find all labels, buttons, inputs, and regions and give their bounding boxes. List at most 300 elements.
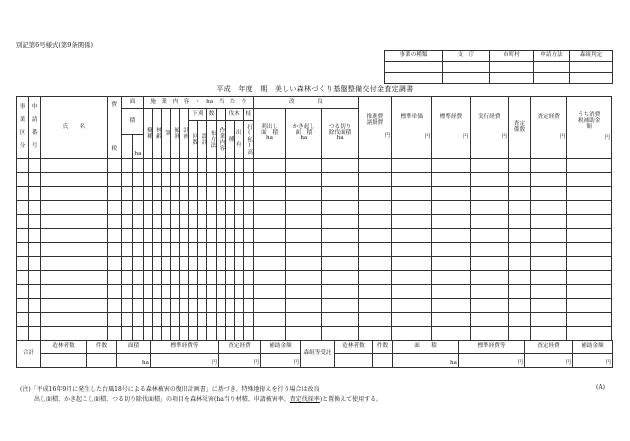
table-cell[interactable] bbox=[29, 187, 41, 201]
table-cell[interactable] bbox=[121, 271, 132, 285]
table-cell[interactable] bbox=[144, 173, 153, 187]
table-cell[interactable] bbox=[107, 173, 121, 187]
table-cell[interactable] bbox=[144, 201, 153, 215]
table-cell[interactable] bbox=[29, 285, 41, 299]
table-cell[interactable] bbox=[234, 173, 243, 187]
table-cell[interactable] bbox=[162, 327, 171, 341]
table-cell[interactable] bbox=[391, 299, 431, 313]
table-cell[interactable] bbox=[567, 285, 612, 299]
table-cell[interactable] bbox=[567, 257, 612, 271]
table-cell[interactable] bbox=[508, 187, 530, 201]
table-cell[interactable] bbox=[162, 215, 171, 229]
table-cell[interactable] bbox=[107, 187, 121, 201]
table-cell[interactable] bbox=[470, 229, 508, 243]
table-cell[interactable] bbox=[567, 243, 612, 257]
table-cell[interactable] bbox=[153, 299, 162, 313]
table-cell[interactable] bbox=[470, 257, 508, 271]
table-cell[interactable] bbox=[470, 243, 508, 257]
table-cell[interactable] bbox=[17, 327, 29, 341]
table-cell[interactable] bbox=[432, 313, 470, 327]
table-cell[interactable] bbox=[41, 313, 108, 327]
table-cell[interactable] bbox=[121, 299, 132, 313]
table-cell[interactable] bbox=[162, 285, 171, 299]
table-cell[interactable] bbox=[216, 201, 225, 215]
table-cell[interactable] bbox=[207, 201, 216, 215]
table-cell[interactable] bbox=[508, 313, 530, 327]
table-cell[interactable] bbox=[121, 215, 132, 229]
table-cell[interactable] bbox=[132, 271, 143, 285]
table-cell[interactable] bbox=[470, 299, 508, 313]
table-cell[interactable] bbox=[508, 299, 530, 313]
table-cell[interactable] bbox=[567, 299, 612, 313]
table-cell[interactable] bbox=[180, 285, 189, 299]
table-cell[interactable] bbox=[322, 271, 358, 285]
totals-right-owners-value[interactable] bbox=[335, 354, 373, 368]
table-cell[interactable] bbox=[234, 159, 243, 173]
table-cell[interactable] bbox=[41, 299, 108, 313]
table-cell[interactable] bbox=[198, 327, 207, 341]
table-cell[interactable] bbox=[391, 271, 431, 285]
table-cell[interactable] bbox=[132, 299, 143, 313]
table-cell[interactable] bbox=[189, 243, 198, 257]
table-cell[interactable] bbox=[243, 313, 253, 327]
table-cell[interactable] bbox=[243, 257, 253, 271]
table-cell[interactable] bbox=[29, 271, 41, 285]
table-cell[interactable] bbox=[253, 313, 285, 327]
table-cell[interactable] bbox=[216, 229, 225, 243]
table-cell[interactable] bbox=[391, 201, 431, 215]
table-cell[interactable] bbox=[216, 215, 225, 229]
table-cell[interactable] bbox=[470, 159, 508, 173]
table-cell[interactable] bbox=[216, 257, 225, 271]
table-cell[interactable] bbox=[253, 327, 285, 341]
table-cell[interactable] bbox=[17, 285, 29, 299]
classification-cell[interactable] bbox=[443, 73, 490, 84]
table-cell[interactable] bbox=[121, 285, 132, 299]
table-cell[interactable] bbox=[225, 229, 234, 243]
table-cell[interactable] bbox=[567, 313, 612, 327]
table-cell[interactable] bbox=[144, 327, 153, 341]
table-cell[interactable] bbox=[470, 215, 508, 229]
table-cell[interactable] bbox=[162, 187, 171, 201]
table-cell[interactable] bbox=[531, 285, 567, 299]
table-cell[interactable] bbox=[253, 187, 285, 201]
table-cell[interactable] bbox=[207, 187, 216, 201]
table-cell[interactable] bbox=[531, 299, 567, 313]
table-cell[interactable] bbox=[253, 271, 285, 285]
classification-cell[interactable] bbox=[534, 73, 570, 84]
totals-cases-value[interactable] bbox=[87, 354, 117, 368]
table-cell[interactable] bbox=[286, 299, 322, 313]
table-cell[interactable] bbox=[107, 285, 121, 299]
table-cell[interactable] bbox=[29, 299, 41, 313]
table-cell[interactable] bbox=[171, 159, 180, 173]
table-cell[interactable] bbox=[234, 187, 243, 201]
table-cell[interactable] bbox=[216, 187, 225, 201]
table-cell[interactable] bbox=[198, 215, 207, 229]
table-cell[interactable] bbox=[41, 215, 108, 229]
table-cell[interactable] bbox=[508, 285, 530, 299]
table-cell[interactable] bbox=[253, 201, 285, 215]
table-cell[interactable] bbox=[29, 257, 41, 271]
classification-cell[interactable] bbox=[385, 73, 443, 84]
classification-cell[interactable] bbox=[385, 62, 443, 73]
table-cell[interactable] bbox=[132, 257, 143, 271]
table-cell[interactable] bbox=[322, 187, 358, 201]
table-cell[interactable] bbox=[171, 285, 180, 299]
table-cell[interactable] bbox=[171, 173, 180, 187]
table-cell[interactable] bbox=[132, 187, 143, 201]
table-cell[interactable] bbox=[567, 215, 612, 229]
table-cell[interactable] bbox=[253, 285, 285, 299]
table-cell[interactable] bbox=[432, 215, 470, 229]
table-cell[interactable] bbox=[144, 243, 153, 257]
table-cell[interactable] bbox=[121, 173, 132, 187]
table-cell[interactable] bbox=[132, 285, 143, 299]
table-cell[interactable] bbox=[225, 201, 234, 215]
table-cell[interactable] bbox=[189, 159, 198, 173]
table-cell[interactable] bbox=[391, 159, 431, 173]
table-cell[interactable] bbox=[253, 229, 285, 243]
table-cell[interactable] bbox=[17, 229, 29, 243]
table-cell[interactable] bbox=[29, 313, 41, 327]
table-cell[interactable] bbox=[153, 215, 162, 229]
table-cell[interactable] bbox=[216, 327, 225, 341]
table-cell[interactable] bbox=[391, 215, 431, 229]
table-cell[interactable] bbox=[132, 229, 143, 243]
table-cell[interactable] bbox=[286, 229, 322, 243]
table-cell[interactable] bbox=[189, 229, 198, 243]
table-cell[interactable] bbox=[508, 327, 530, 341]
table-cell[interactable] bbox=[358, 299, 391, 313]
table-cell[interactable] bbox=[189, 313, 198, 327]
table-cell[interactable] bbox=[391, 257, 431, 271]
table-cell[interactable] bbox=[234, 257, 243, 271]
table-cell[interactable] bbox=[470, 313, 508, 327]
table-cell[interactable] bbox=[29, 327, 41, 341]
table-cell[interactable] bbox=[358, 215, 391, 229]
table-cell[interactable] bbox=[253, 159, 285, 173]
table-cell[interactable] bbox=[121, 313, 132, 327]
table-cell[interactable] bbox=[234, 271, 243, 285]
table-cell[interactable] bbox=[225, 327, 234, 341]
table-cell[interactable] bbox=[171, 243, 180, 257]
table-cell[interactable] bbox=[391, 327, 431, 341]
table-cell[interactable] bbox=[180, 159, 189, 173]
table-cell[interactable] bbox=[358, 229, 391, 243]
table-cell[interactable] bbox=[144, 285, 153, 299]
table-cell[interactable] bbox=[243, 159, 253, 173]
table-cell[interactable] bbox=[234, 229, 243, 243]
table-cell[interactable] bbox=[207, 327, 216, 341]
table-cell[interactable] bbox=[253, 173, 285, 187]
table-cell[interactable] bbox=[107, 271, 121, 285]
table-cell[interactable] bbox=[567, 201, 612, 215]
table-cell[interactable] bbox=[432, 271, 470, 285]
table-cell[interactable] bbox=[162, 271, 171, 285]
table-cell[interactable] bbox=[162, 299, 171, 313]
table-cell[interactable] bbox=[286, 159, 322, 173]
table-cell[interactable] bbox=[171, 229, 180, 243]
table-cell[interactable] bbox=[121, 229, 132, 243]
table-cell[interactable] bbox=[225, 271, 234, 285]
table-cell[interactable] bbox=[358, 271, 391, 285]
table-cell[interactable] bbox=[198, 257, 207, 271]
table-cell[interactable] bbox=[286, 215, 322, 229]
table-cell[interactable] bbox=[286, 243, 322, 257]
table-cell[interactable] bbox=[567, 187, 612, 201]
table-cell[interactable] bbox=[29, 243, 41, 257]
table-cell[interactable] bbox=[225, 173, 234, 187]
table-cell[interactable] bbox=[162, 201, 171, 215]
table-cell[interactable] bbox=[207, 215, 216, 229]
table-cell[interactable] bbox=[243, 201, 253, 215]
table-cell[interactable] bbox=[567, 327, 612, 341]
table-cell[interactable] bbox=[234, 313, 243, 327]
table-cell[interactable] bbox=[107, 299, 121, 313]
table-cell[interactable] bbox=[41, 229, 108, 243]
table-cell[interactable] bbox=[162, 313, 171, 327]
table-cell[interactable] bbox=[358, 159, 391, 173]
table-cell[interactable] bbox=[17, 215, 29, 229]
table-cell[interactable] bbox=[17, 299, 29, 313]
table-cell[interactable] bbox=[153, 313, 162, 327]
table-cell[interactable] bbox=[171, 201, 180, 215]
table-cell[interactable] bbox=[508, 243, 530, 257]
table-cell[interactable] bbox=[17, 243, 29, 257]
table-cell[interactable] bbox=[234, 201, 243, 215]
table-cell[interactable] bbox=[162, 159, 171, 173]
table-cell[interactable] bbox=[153, 327, 162, 341]
table-cell[interactable] bbox=[171, 215, 180, 229]
table-cell[interactable] bbox=[567, 229, 612, 243]
table-cell[interactable] bbox=[17, 201, 29, 215]
table-cell[interactable] bbox=[207, 313, 216, 327]
table-cell[interactable] bbox=[531, 173, 567, 187]
table-cell[interactable] bbox=[153, 229, 162, 243]
table-cell[interactable] bbox=[470, 201, 508, 215]
table-cell[interactable] bbox=[531, 215, 567, 229]
table-cell[interactable] bbox=[322, 327, 358, 341]
table-cell[interactable] bbox=[322, 299, 358, 313]
table-cell[interactable] bbox=[225, 313, 234, 327]
table-cell[interactable] bbox=[234, 299, 243, 313]
table-cell[interactable] bbox=[153, 201, 162, 215]
table-cell[interactable] bbox=[432, 257, 470, 271]
table-cell[interactable] bbox=[470, 327, 508, 341]
table-cell[interactable] bbox=[225, 243, 234, 257]
table-cell[interactable] bbox=[180, 243, 189, 257]
table-cell[interactable] bbox=[243, 285, 253, 299]
table-cell[interactable] bbox=[198, 243, 207, 257]
table-cell[interactable] bbox=[121, 257, 132, 271]
table-cell[interactable] bbox=[391, 229, 431, 243]
table-cell[interactable] bbox=[286, 271, 322, 285]
table-cell[interactable] bbox=[107, 243, 121, 257]
table-cell[interactable] bbox=[216, 159, 225, 173]
table-cell[interactable] bbox=[132, 159, 143, 173]
table-cell[interactable] bbox=[41, 201, 108, 215]
table-cell[interactable] bbox=[391, 187, 431, 201]
table-cell[interactable] bbox=[243, 327, 253, 341]
table-cell[interactable] bbox=[189, 285, 198, 299]
table-cell[interactable] bbox=[531, 187, 567, 201]
table-cell[interactable] bbox=[17, 271, 29, 285]
table-cell[interactable] bbox=[153, 159, 162, 173]
table-cell[interactable] bbox=[189, 215, 198, 229]
table-cell[interactable] bbox=[198, 173, 207, 187]
table-cell[interactable] bbox=[144, 271, 153, 285]
table-cell[interactable] bbox=[29, 229, 41, 243]
totals-right-cases-value[interactable] bbox=[373, 354, 393, 368]
table-cell[interactable] bbox=[286, 285, 322, 299]
table-cell[interactable] bbox=[470, 187, 508, 201]
table-cell[interactable] bbox=[180, 271, 189, 285]
table-cell[interactable] bbox=[198, 299, 207, 313]
table-cell[interactable] bbox=[508, 215, 530, 229]
table-cell[interactable] bbox=[162, 229, 171, 243]
table-cell[interactable] bbox=[358, 187, 391, 201]
table-cell[interactable] bbox=[225, 257, 234, 271]
table-cell[interactable] bbox=[17, 173, 29, 187]
table-cell[interactable] bbox=[531, 327, 567, 341]
table-cell[interactable] bbox=[198, 201, 207, 215]
table-cell[interactable] bbox=[322, 201, 358, 215]
table-cell[interactable] bbox=[180, 313, 189, 327]
table-cell[interactable] bbox=[358, 201, 391, 215]
classification-cell[interactable] bbox=[443, 62, 490, 73]
table-cell[interactable] bbox=[253, 299, 285, 313]
table-cell[interactable] bbox=[153, 243, 162, 257]
table-cell[interactable] bbox=[132, 243, 143, 257]
table-cell[interactable] bbox=[253, 215, 285, 229]
table-cell[interactable] bbox=[41, 187, 108, 201]
table-cell[interactable] bbox=[567, 173, 612, 187]
table-cell[interactable] bbox=[432, 285, 470, 299]
table-cell[interactable] bbox=[225, 187, 234, 201]
table-cell[interactable] bbox=[171, 257, 180, 271]
table-cell[interactable] bbox=[234, 327, 243, 341]
table-cell[interactable] bbox=[531, 243, 567, 257]
table-cell[interactable] bbox=[29, 201, 41, 215]
table-cell[interactable] bbox=[322, 173, 358, 187]
table-cell[interactable] bbox=[432, 327, 470, 341]
table-cell[interactable] bbox=[225, 299, 234, 313]
classification-cell[interactable] bbox=[534, 62, 570, 73]
table-cell[interactable] bbox=[358, 313, 391, 327]
table-cell[interactable] bbox=[162, 243, 171, 257]
table-cell[interactable] bbox=[153, 285, 162, 299]
table-cell[interactable] bbox=[322, 159, 358, 173]
table-cell[interactable] bbox=[567, 159, 612, 173]
table-cell[interactable] bbox=[198, 313, 207, 327]
table-cell[interactable] bbox=[144, 215, 153, 229]
table-cell[interactable] bbox=[322, 215, 358, 229]
table-cell[interactable] bbox=[508, 271, 530, 285]
table-cell[interactable] bbox=[253, 257, 285, 271]
totals-owners-value[interactable] bbox=[41, 354, 87, 368]
table-cell[interactable] bbox=[41, 159, 108, 173]
table-cell[interactable] bbox=[286, 201, 322, 215]
table-cell[interactable] bbox=[358, 327, 391, 341]
table-cell[interactable] bbox=[132, 173, 143, 187]
classification-cell[interactable] bbox=[570, 73, 613, 84]
table-cell[interactable] bbox=[216, 243, 225, 257]
table-cell[interactable] bbox=[322, 257, 358, 271]
table-cell[interactable] bbox=[132, 201, 143, 215]
table-cell[interactable] bbox=[180, 299, 189, 313]
table-cell[interactable] bbox=[144, 159, 153, 173]
table-cell[interactable] bbox=[470, 173, 508, 187]
table-cell[interactable] bbox=[391, 243, 431, 257]
table-cell[interactable] bbox=[107, 257, 121, 271]
table-cell[interactable] bbox=[180, 229, 189, 243]
table-cell[interactable] bbox=[432, 201, 470, 215]
table-cell[interactable] bbox=[144, 299, 153, 313]
table-cell[interactable] bbox=[107, 201, 121, 215]
table-cell[interactable] bbox=[207, 271, 216, 285]
table-cell[interactable] bbox=[171, 187, 180, 201]
table-cell[interactable] bbox=[243, 243, 253, 257]
table-cell[interactable] bbox=[189, 299, 198, 313]
table-cell[interactable] bbox=[432, 299, 470, 313]
table-cell[interactable] bbox=[153, 271, 162, 285]
table-cell[interactable] bbox=[358, 173, 391, 187]
table-cell[interactable] bbox=[531, 313, 567, 327]
table-cell[interactable] bbox=[153, 173, 162, 187]
table-cell[interactable] bbox=[144, 229, 153, 243]
table-cell[interactable] bbox=[234, 243, 243, 257]
table-cell[interactable] bbox=[17, 257, 29, 271]
table-cell[interactable] bbox=[41, 271, 108, 285]
table-cell[interactable] bbox=[508, 173, 530, 187]
table-cell[interactable] bbox=[121, 243, 132, 257]
table-cell[interactable] bbox=[207, 285, 216, 299]
table-cell[interactable] bbox=[41, 285, 108, 299]
table-cell[interactable] bbox=[132, 313, 143, 327]
table-cell[interactable] bbox=[391, 173, 431, 187]
table-cell[interactable] bbox=[322, 243, 358, 257]
table-cell[interactable] bbox=[286, 313, 322, 327]
classification-cell[interactable] bbox=[490, 62, 534, 73]
classification-cell[interactable] bbox=[490, 73, 534, 84]
table-cell[interactable] bbox=[508, 257, 530, 271]
table-cell[interactable] bbox=[432, 159, 470, 173]
table-cell[interactable] bbox=[234, 285, 243, 299]
table-cell[interactable] bbox=[243, 299, 253, 313]
table-cell[interactable] bbox=[286, 327, 322, 341]
table-cell[interactable] bbox=[198, 229, 207, 243]
table-cell[interactable] bbox=[107, 229, 121, 243]
table-cell[interactable] bbox=[243, 187, 253, 201]
table-cell[interactable] bbox=[17, 187, 29, 201]
table-cell[interactable] bbox=[132, 327, 143, 341]
table-cell[interactable] bbox=[207, 257, 216, 271]
table-cell[interactable] bbox=[121, 159, 132, 173]
table-cell[interactable] bbox=[180, 173, 189, 187]
table-cell[interactable] bbox=[207, 243, 216, 257]
table-cell[interactable] bbox=[358, 243, 391, 257]
table-cell[interactable] bbox=[432, 229, 470, 243]
table-cell[interactable] bbox=[470, 271, 508, 285]
table-cell[interactable] bbox=[322, 229, 358, 243]
table-cell[interactable] bbox=[29, 173, 41, 187]
table-cell[interactable] bbox=[41, 257, 108, 271]
table-cell[interactable] bbox=[121, 187, 132, 201]
table-cell[interactable] bbox=[189, 173, 198, 187]
table-cell[interactable] bbox=[216, 271, 225, 285]
table-cell[interactable] bbox=[567, 271, 612, 285]
